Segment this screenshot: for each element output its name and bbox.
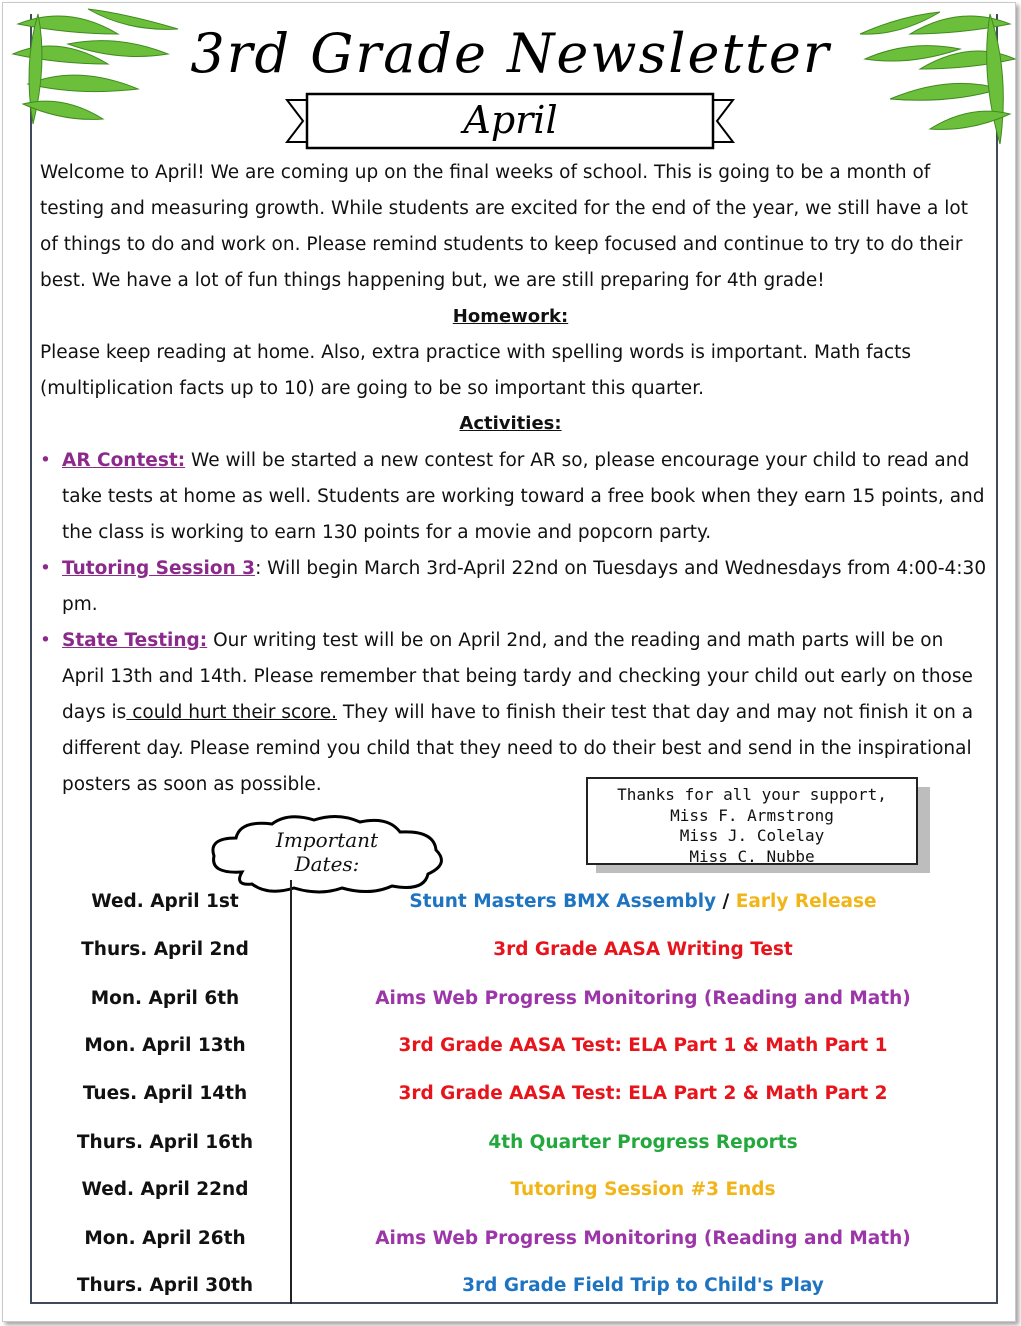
bullet-icon: •	[40, 630, 51, 651]
signoff-note	[586, 777, 918, 865]
signoff-line: Thanks for all your support,	[617, 785, 887, 804]
table-row-date: Thurs. April 2nd	[81, 939, 249, 960]
table-row-date: Mon. April 6th	[90, 988, 240, 1009]
intro-line: testing and measuring growth. While students are excited for the end of the year, we still have a lot	[40, 198, 968, 219]
event-text: Aims Web Progress Monitoring (Reading and Math)	[375, 1228, 911, 1249]
signoff-line: Miss J. Colelay	[679, 826, 825, 845]
table-row-event	[292, 1132, 994, 1153]
activities-heading: Activities:	[459, 413, 562, 434]
list-item	[40, 443, 990, 551]
activity-text: We will be started a new contest for AR so, please encourage your child to read and take tests at home as well. Students are working toward a free book when they earn 15 points, and the class is working to earn 130 points for a movie and popcorn party.	[62, 450, 985, 543]
intro-line: Welcome to April! We are coming up on the final weeks of school. This is going to be a month of	[40, 162, 931, 183]
table-row-date: Wed. April 22nd	[81, 1179, 249, 1200]
homework-line: Please keep reading at home. Also, extra practice with spelling words is important. Math facts	[40, 342, 912, 363]
table-row-date: Mon. April 26th	[84, 1228, 246, 1249]
table-row-event	[292, 1035, 994, 1056]
table-row-event	[292, 1179, 994, 1200]
important-dates-label: Dates:	[294, 852, 360, 876]
bullet-icon: •	[40, 558, 51, 579]
list-item	[40, 551, 990, 623]
table-row-event	[292, 939, 994, 960]
activity-text: They will have to finish their test that day and may not finish it on a different day. Please remind you child that they need to do their best and send in the inspirational posters as soon as possible.	[62, 702, 974, 795]
event-text: 3rd Grade AASA Test: ELA Part 1 & Math Part 1	[398, 1035, 888, 1056]
activity-label-state-testing: State Testing:	[62, 630, 208, 651]
bullet-icon: •	[40, 450, 51, 471]
table-row-date: Mon. April 13th	[84, 1035, 246, 1056]
homework-paragraph	[40, 335, 990, 407]
table-row-date: Thurs. April 16th	[76, 1132, 254, 1153]
activity-text: Our writing test will be on April 2nd, and the reading and math parts will be on April 13th and 14th. Please remember that being tardy and checking your child out early on those days is	[62, 630, 973, 723]
event-text: Aims Web Progress Monitoring (Reading and Math)	[375, 988, 911, 1009]
activity-label-ar-contest: AR Contest:	[62, 450, 186, 471]
intro-line: of things to do and work on. Please remind students to keep focused and continue to try to do their	[40, 234, 963, 255]
table-row-date: Thurs. April 30th	[76, 1275, 254, 1296]
homework-line: (multiplication facts up to 10) are going to be so important this quarter.	[40, 378, 704, 399]
intro-paragraph	[40, 155, 990, 299]
event-text: Early Release	[735, 891, 877, 912]
signoff-line: Miss F. Armstrong	[670, 805, 834, 825]
important-dates-label: Important	[275, 828, 379, 852]
event-text: Stunt Masters BMX Assembly	[409, 891, 717, 912]
homework-heading: Homework:	[452, 306, 569, 327]
table-row-event	[292, 1275, 994, 1296]
activity-text-underlined: could hurt their score.	[126, 702, 337, 723]
event-separator: /	[716, 891, 736, 912]
table-row-date: Wed. April 1st	[91, 891, 239, 912]
table-row-event	[292, 1228, 994, 1249]
activity-text: : Will begin March 3rd-April 22nd on Tuesdays and Wednesdays from 4:00-4:30 pm.	[62, 558, 987, 615]
intro-line: best. We have a lot of fun things happening but, we are still preparing for 4th grade!	[40, 270, 825, 291]
table-row-event	[292, 988, 994, 1009]
signoff-line: Miss C. Nubbe	[689, 846, 815, 866]
table-row-event	[292, 1083, 994, 1104]
event-text: 3rd Grade Field Trip to Child's Play	[462, 1275, 824, 1296]
event-text: 3rd Grade AASA Writing Test	[493, 939, 793, 960]
table-row-date: Tues. April 14th	[82, 1083, 248, 1104]
event-text: 3rd Grade AASA Test: ELA Part 2 & Math Part 2	[398, 1083, 888, 1104]
activities-list	[40, 443, 990, 803]
activity-label-tutoring: Tutoring Session 3	[62, 558, 256, 579]
event-text: 4th Quarter Progress Reports	[488, 1132, 798, 1153]
table-row-event	[292, 891, 994, 912]
month-label: April	[463, 98, 558, 142]
event-text: Tutoring Session #3 Ends	[510, 1179, 776, 1200]
list-item	[40, 623, 990, 803]
newsletter-title: 3rd Grade Newsletter	[190, 22, 831, 85]
